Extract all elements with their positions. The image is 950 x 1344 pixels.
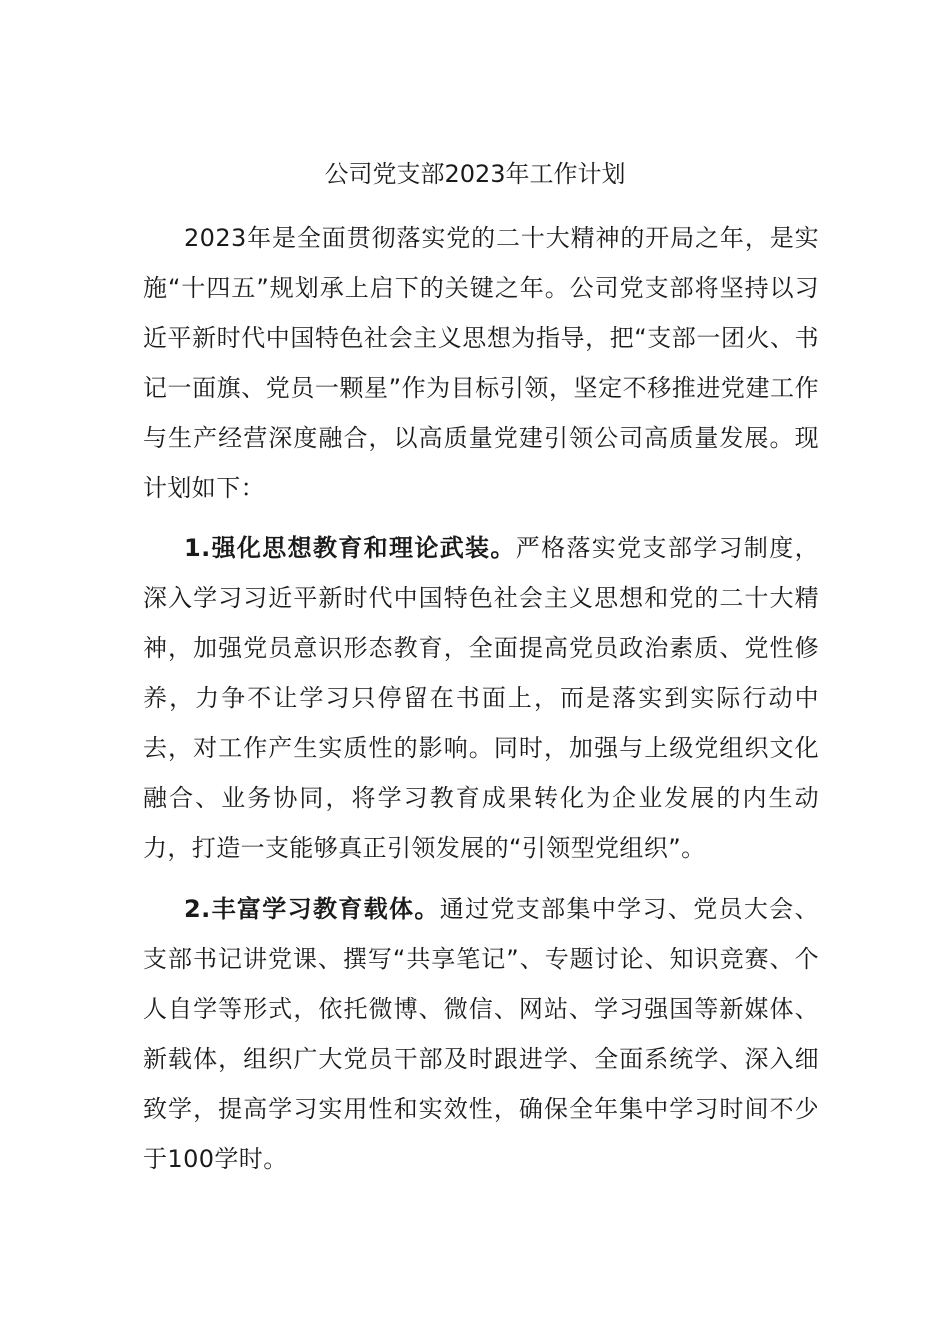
document-title: 公司党支部2023年工作计划	[324, 160, 626, 188]
section-1-paragraph	[143, 523, 819, 873]
section-2-paragraph	[143, 884, 819, 1184]
section-1-heading: 1.强化思想教育和理论武装。	[184, 534, 516, 562]
section-2-body: 通过党支部集中学习、党员大会、支部书记讲党课、撰写“共享笔记”、专题讨论、知识竞赛、个人自学等形式，依托微博、微信、网站、学习强国等新媒体、新载体，组织广大党员干部及时跟进学、全面系统学、深入细致学，提高学习实用性和实效性，确保全年集中学习时间不少于100学时。	[143, 895, 820, 1173]
section-1-body: 严格落实党支部学习制度，深入学习习近平新时代中国特色社会主义思想和党的二十大精神，加强党员意识形态教育，全面提高党员政治素质、党性修养，力争不让学习只停留在书面上，而是落实到实际行动中去，对工作产生实质性的影响。同时，加强与上级党组织文化融合、业务协同，将学习教育成果转化为企业发展的内生动力，打造一支能够真正引领发展的“引领型党组织”。	[143, 534, 819, 862]
intro-paragraph: 2023年是全面贯彻落实党的二十大精神的开局之年，是实施“十四五”规划承上启下的关键之年。公司党支部将坚持以习近平新时代中国特色社会主义思想为指导，把“支部一团火、书记一面旗、党员一颗星”作为目标引领，坚定不移推进党建工作与生产经营深度融合，以高质量党建引领公司高质量发展。现计划如下：	[143, 224, 819, 502]
section-2-heading: 2.丰富学习教育载体。	[184, 895, 440, 923]
